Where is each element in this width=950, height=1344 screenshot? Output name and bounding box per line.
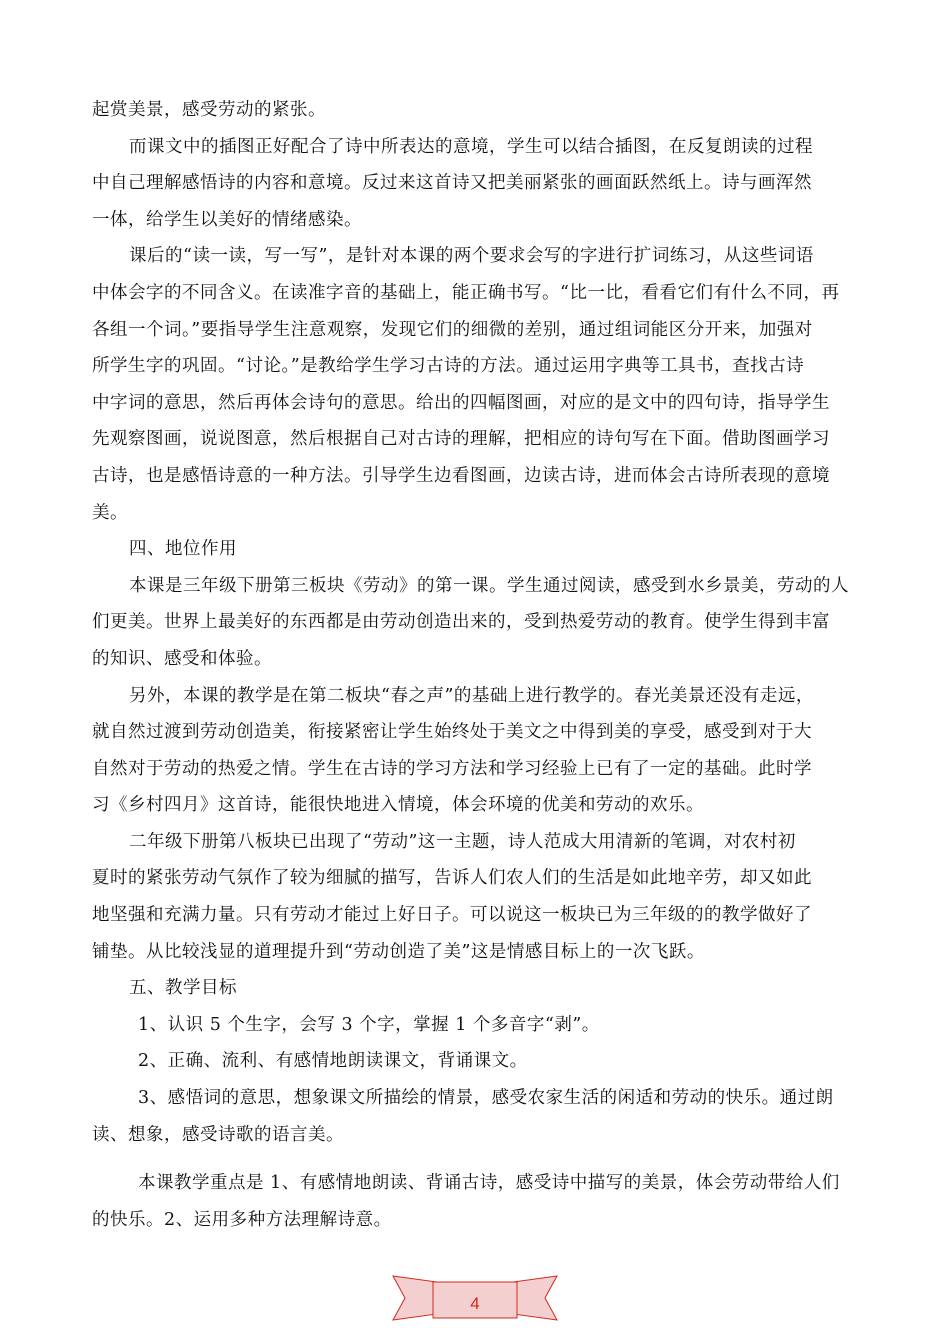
goal-item: 1、认识 5 个生字，会写 3 个字，掌握 1 个多音字“剥”。 — [138, 1014, 600, 1035]
text-line: 自然对于劳动的热爱之情。学生在古诗的学习方法和学习经验上已有了一定的基础。此时学 — [92, 758, 812, 779]
text-line: 各组一个词。”要指导学生注意观察，发现它们的细微的差别，通过组词能区分开来，加强对 — [92, 319, 813, 340]
page-footer — [385, 1268, 565, 1328]
document-body — [92, 92, 862, 1238]
text-line: 中字词的意思，然后再体会诗句的意思。给出的四幅图画，对应的是文中的四句诗，指导学生 — [92, 392, 830, 413]
section-heading: 五、教学目标 — [129, 978, 237, 999]
text-line: 就自然过渡到劳动创造美，衔接紧密让学生始终处于美文之中得到美的享受，感受到对于大 — [92, 722, 812, 743]
page-number: 4 — [470, 1294, 480, 1313]
text-line: 夏时的紧张劳动气氛作了较为细腻的描写，告诉人们农人们的生活是如此地辛劳，却又如此 — [92, 868, 812, 889]
text-line: 古诗，也是感悟诗意的一种方法。引导学生边看图画，边读古诗，进而体会古诗所表现的意境 — [92, 465, 830, 486]
text-line: 读、想象，感受诗歌的语言美。 — [92, 1124, 344, 1145]
text-line: 二年级下册第八板块已出现了“劳动”这一主题，诗人范成大用清新的笔调，对农村初 — [129, 831, 796, 852]
text-line: 另外，本课的教学是在第二板块“春之声”的基础上进行教学的。春光美景还没有走远， — [129, 685, 814, 706]
text-line: 先观察图画，说说图意，然后根据自己对古诗的理解，把相应的诗句写在下面。借助图画学习 — [92, 429, 830, 450]
text-line: 中体会字的不同含义。在读准字音的基础上，能正确书写。“比一比，看看它们有什么不同，再 — [92, 282, 840, 303]
text-line: 所学生字的巩固。“讨论。”是教给学生学习古诗的方法。通过运用字典等工具书，查找古诗 — [92, 356, 805, 377]
text-line: 本课教学重点是 1、有感情地朗读、背诵古诗，感受诗中描写的美景，体会劳动带给人们 — [138, 1173, 840, 1194]
text-line: 美。 — [92, 502, 128, 523]
section-heading: 四、地位作用 — [129, 539, 237, 560]
goal-item: 3、感悟词的意思，想象课文所描绘的情景，感受农家生活的闲适和劳动的快乐。通过朗 — [138, 1088, 834, 1109]
text-line: 起赏美景，感受劳动的紧张。 — [92, 100, 326, 120]
text-line: 铺垫。从比较浅显的道理提升到“劳动创造了美”这是情感目标上的一次飞跃。 — [92, 941, 705, 962]
text-line: 中自己理解感悟诗的内容和意境。反过来这首诗又把美丽紧张的画面跃然纸上。诗与画浑然 — [92, 173, 812, 194]
text-line: 地坚强和充满力量。只有劳动才能过上好日子。可以说这一板块已为三年级的的教学做好了 — [92, 905, 812, 926]
text-line: 一体，给学生以美好的情绪感染。 — [92, 209, 362, 230]
text-line: 们更美。世界上最美好的东西都是由劳动创造出来的，受到热爱劳动的教育。使学生得到丰富 — [92, 612, 830, 633]
text-line: 习《乡村四月》这首诗，能很快地进入情境，体会环境的优美和劳动的欢乐。 — [92, 795, 704, 816]
goal-item: 2、正确、流利、有感情地朗读课文，背诵课文。 — [138, 1051, 528, 1072]
text-line: 的知识、感受和体验。 — [92, 648, 272, 669]
text-line: 课后的“读一读，写一写”，是针对本课的两个要求会写的字进行扩词练习，从这些词语 — [129, 246, 814, 267]
text-line: 而课文中的插图正好配合了诗中所表达的意境，学生可以结合插图，在反复朗读的过程 — [129, 136, 813, 157]
text-line: 本课是三年级下册第三板块《劳动》的第一课。学生通过阅读，感受到水乡景美，劳动的人 — [129, 575, 849, 596]
text-line: 的快乐。2、运用多种方法理解诗意。 — [92, 1209, 392, 1230]
